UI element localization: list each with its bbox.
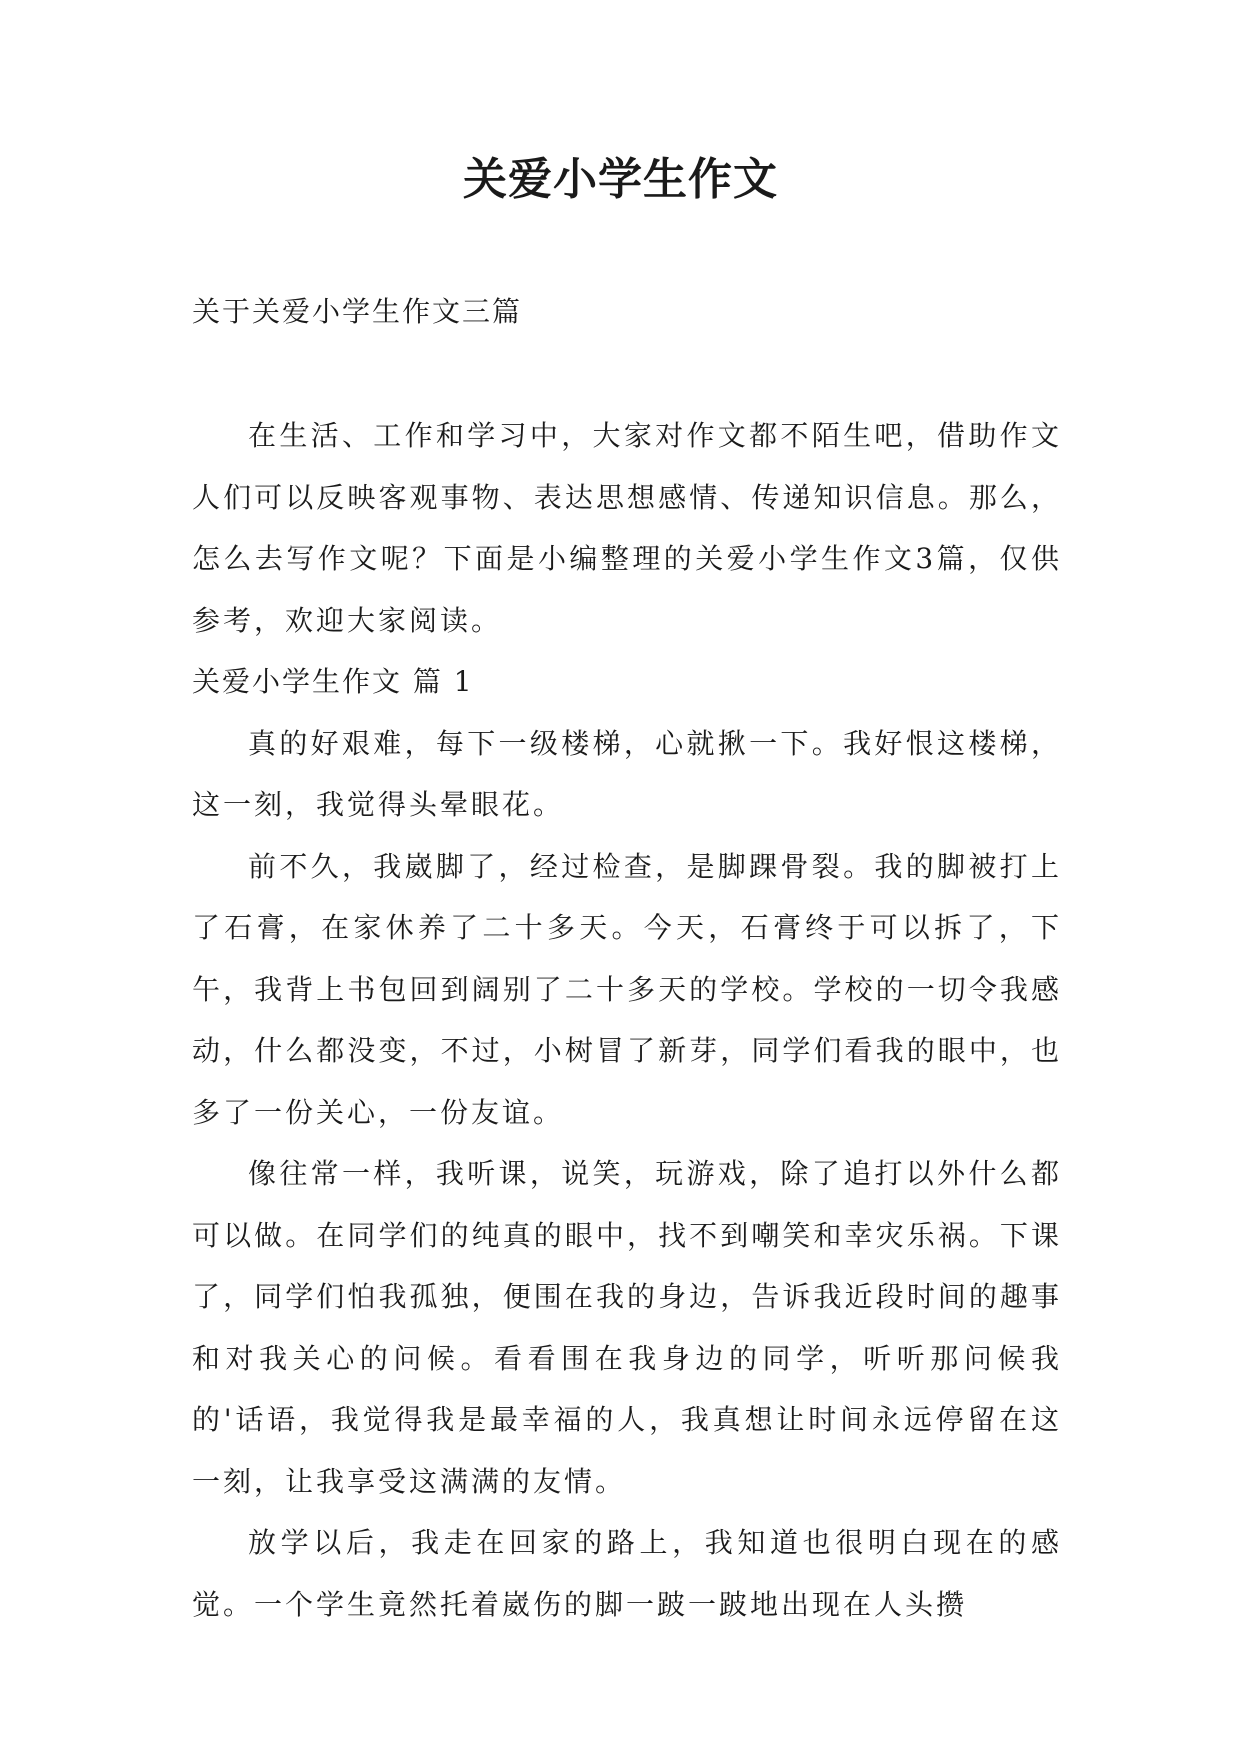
section-heading: 关爱小学生作文 篇 1 [192,665,474,698]
body-paragraph: 真的好艰难，每下一级楼梯，心就揪一下。我好恨这楼梯，这一刻，我觉得头晕眼花。 [192,726,1062,821]
document-title: 关爱小学生作文 [463,154,778,205]
body-paragraph: 放学以后，我走在回家的路上，我知道也很明白现在的感觉。一个学生竟然托着崴伤的脚一跛一跛地出现在人头攒 [192,1526,1062,1621]
intro-paragraph: 在生活、工作和学习中，大家对作文都不陌生吧，借助作文人们可以反映客观事物、表达思想感情、传递知识信息。那么，怎么去写作文呢？下面是小编整理的关爱小学生作文3篇，仅供参考，欢迎大家阅读。 [192,419,1062,637]
document-body [192,405,1062,1635]
body-paragraph: 像往常一样，我听课，说笑，玩游戏，除了追打以外什么都可以做。在同学们的纯真的眼中，找不到嘲笑和幸灾乐祸。下课了，同学们怕我孤独，便围在我的身边，告诉我近段时间的趣事和对我关心的问候。看看围在我身边的同学，听听那问候我的'话语，我觉得我是最幸福的人，我真想让时间永远停留在这一刻，让我享受这满满的友情。 [192,1157,1062,1498]
body-paragraph: 前不久，我崴脚了，经过检查，是脚踝骨裂。我的脚被打上了石膏，在家休养了二十多天。今天，石膏终于可以拆了，下午，我背上书包回到阔别了二十多天的学校。学校的一切令我感动，什么都没变，不过，小树冒了新芽，同学们看我的眼中，也多了一份关心，一份友谊。 [192,849,1062,1129]
document-subtitle: 关于关爱小学生作文三篇 [192,295,523,328]
